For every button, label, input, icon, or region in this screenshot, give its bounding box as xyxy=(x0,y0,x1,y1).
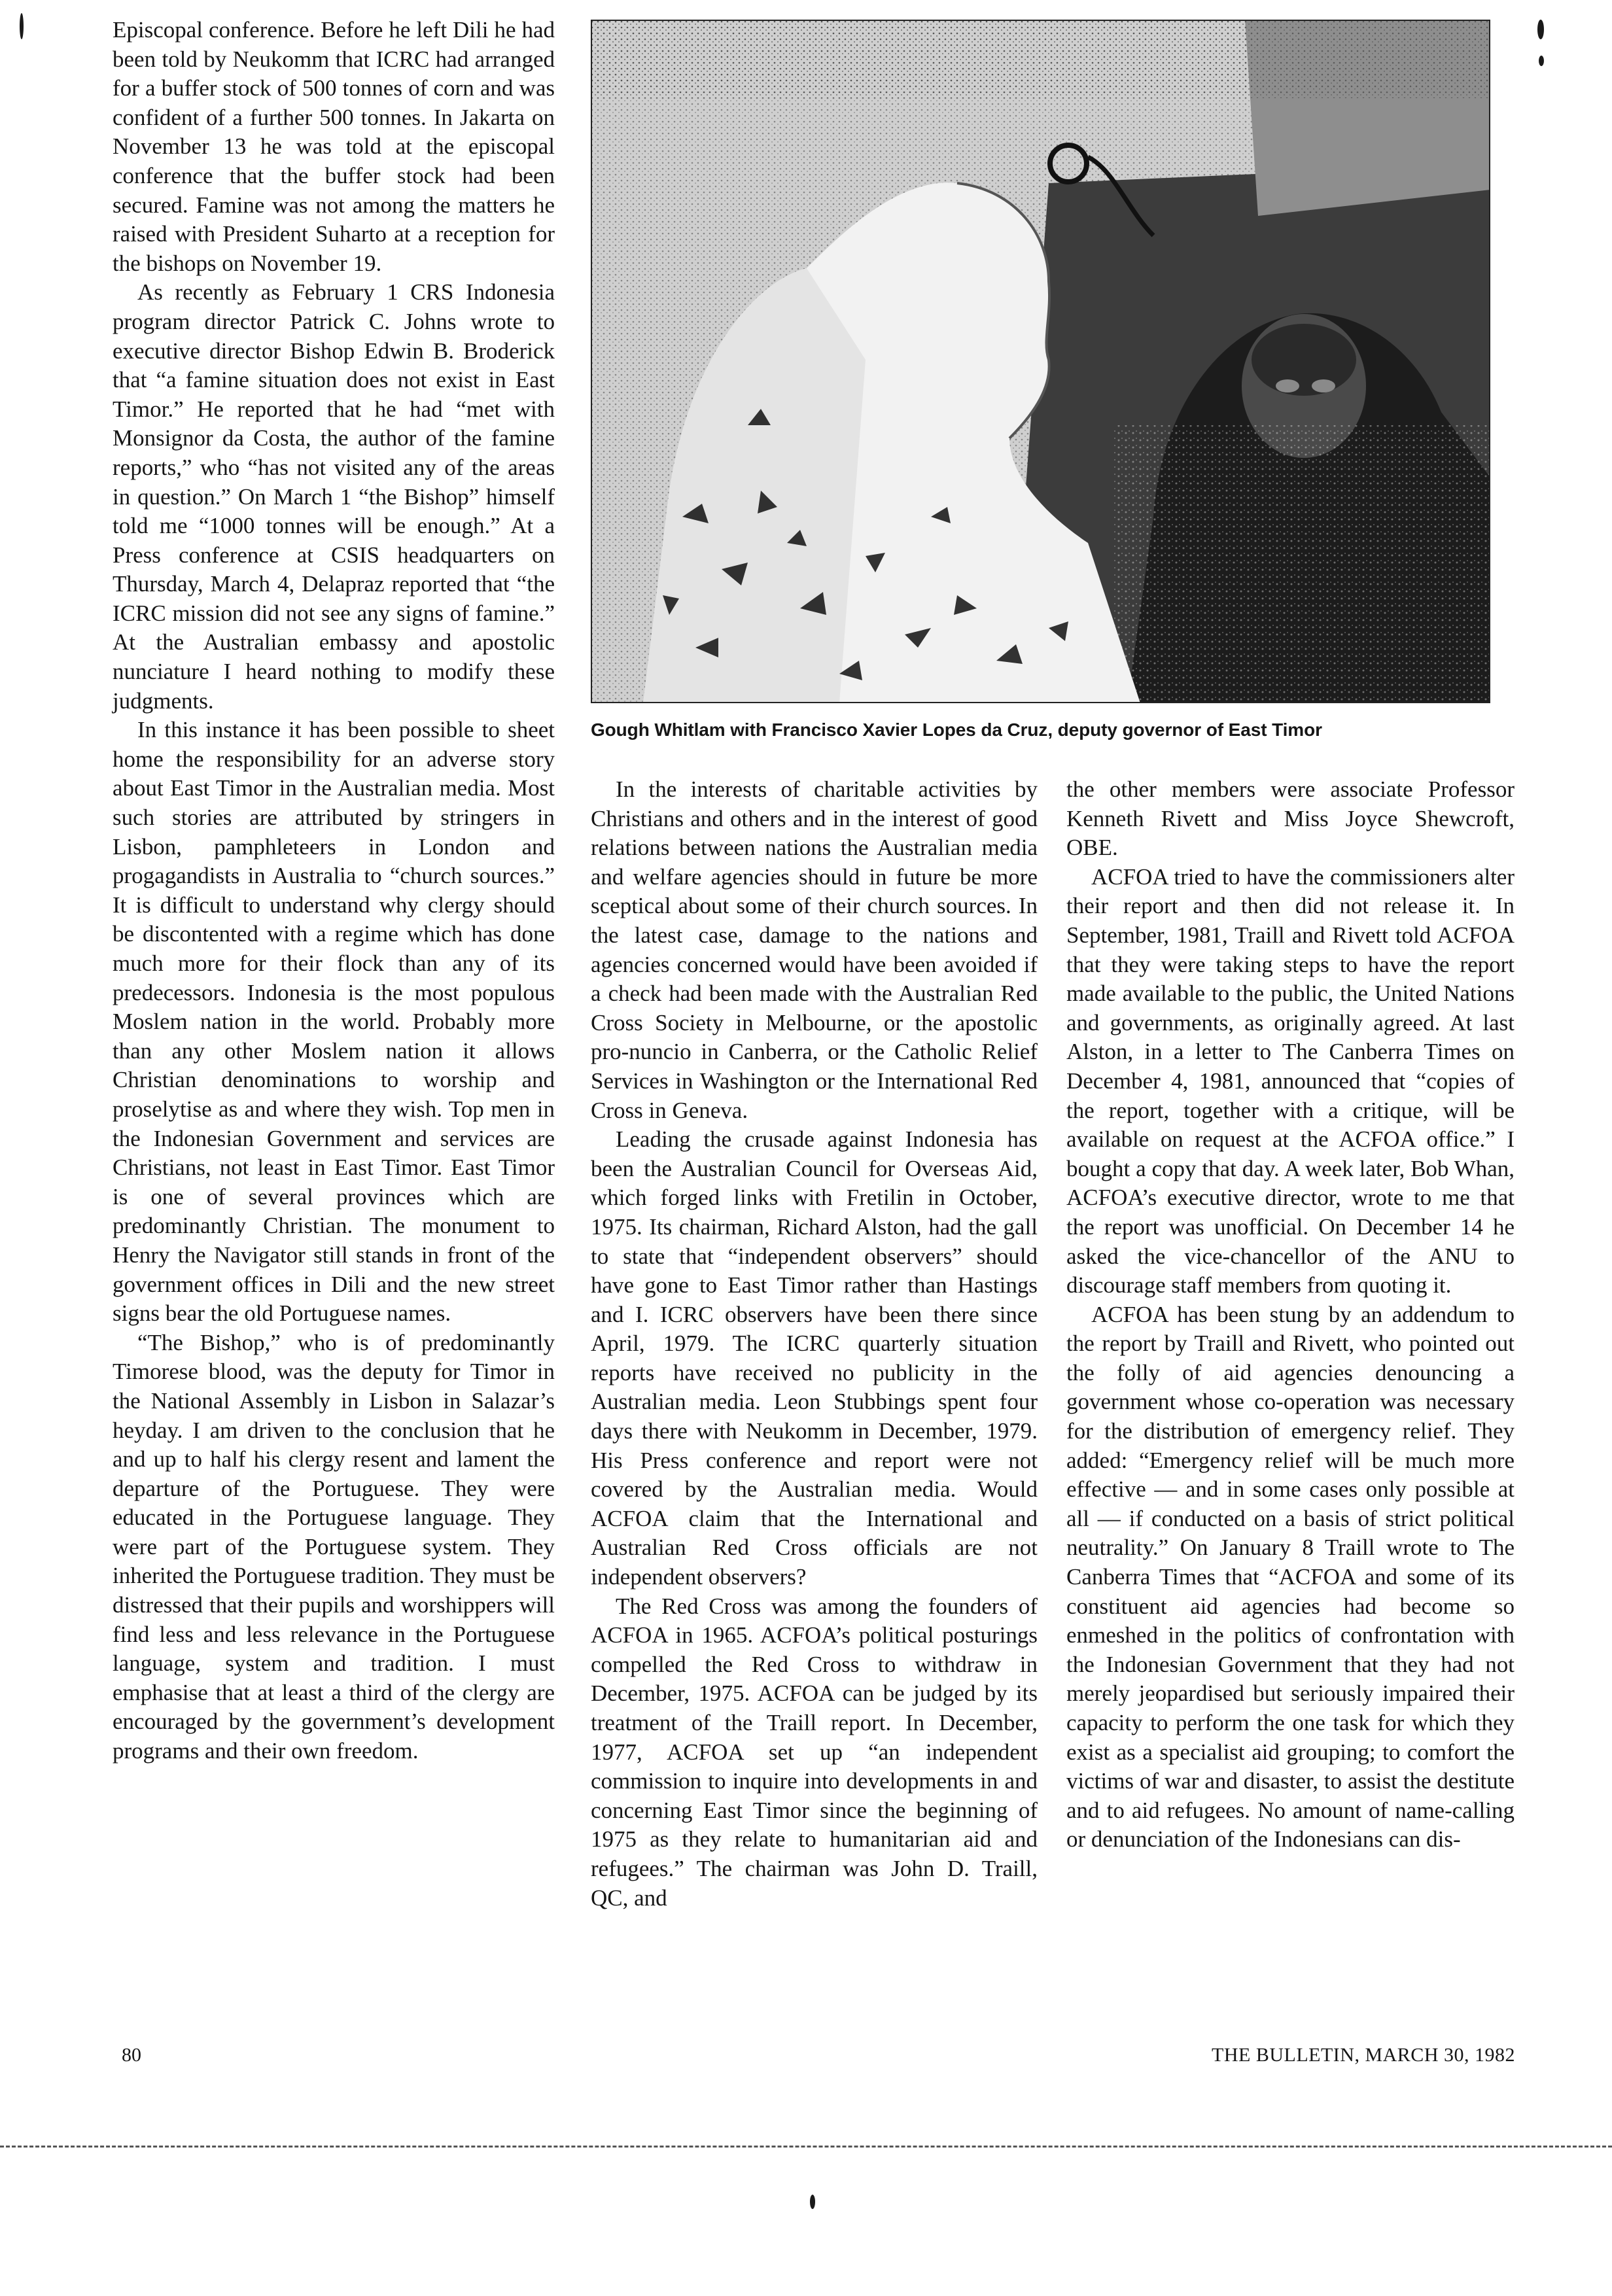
photo-caption: Gough Whitlam with Francisco Xavier Lopes da Cruz, deputy governor of East Timor xyxy=(591,720,1322,740)
page-number: 80 xyxy=(122,2044,141,2066)
news-photo xyxy=(591,20,1490,703)
article-column-2 xyxy=(591,775,1038,1913)
scan-speck xyxy=(810,2195,815,2209)
paragraph: “The Bishop,” who is of predominantly Timorese blood, was the deputy for Timor in the National Assembly in Lisbon in Salazar’s heyday. I am driven to the conclusion that he and up to half his clergy resent and lament the departure of the Portuguese. They were educated in the Portuguese language. They were part of the Portuguese system. They inherited the Portuguese tradition. They must be distressed that their pupils and worshippers will find less and less relevance in the Portuguese language, system and tradition. I must emphasise that at least a third of the clergy are encouraged by the government’s development programs and their own freedom. xyxy=(113,1329,555,1764)
paragraph: In the interests of charitable activities by Christians and others and in the interest of good relations between nations the Australian media and welfare agencies should in future be more sceptical about some of their church sources. In the latest case, damage to the nations and agencies concerned would have been avoided if a check had been made with the Australian Red Cross Society in Melbourne, or the apostolic pro-nuncio in Canberra, or the Catholic Relief Services in Washington or the International Red Cross in Geneva. xyxy=(591,776,1038,1123)
paragraph: Leading the crusade against Indonesia has been the Australian Council for Overseas Aid, which forged links with Fretilin in October, 1975. Its chairman, Richard Alston, had the gall to state that “independent observers” should have gone to East Timor rather than Hastings and I. ICRC observers have been there since April, 1979. The ICRC quarterly situation reports have received no publicity in the Australian media. Leon Stubbings spent four days there with Neukomm in December, 1979. His Press conference and report were not covered by the Australian media. Would ACFOA claim that the International and Australian Red Cross officials are not independent observers? xyxy=(591,1126,1038,1590)
scan-speck xyxy=(1537,20,1544,39)
photo-image xyxy=(591,20,1490,703)
paragraph: In this instance it has been possible to sheet home the responsibility for an adverse story about East Timor in the Australian media. Most such stories are attributed by stringers in Lisbon, pamphleteers in London and progagandists in Australia to “church sources.” It is difficult to understand why clergy should be discontented with a regime which has done much more for their flock than any of its predecessors. Indonesia is the most populous Moslem nation in the world. Probably more than any other Moslem nation it allows Christian denominations to worship and proselytise as and where they wish. Top men in the Indonesian Government and services are Christians, not least in East Timor. East Timor is one of several provinces which are predominantly Christian. The monument to Henry the Navigator still stands in front of the government offices in Dili and the new street signs bear the old Portuguese names. xyxy=(113,717,555,1327)
paragraph: Episcopal conference. Before he left Dili he had been told by Neukomm that ICRC had arranged for a buffer stock of 500 tonnes of corn and was confident of a further 500 tonnes. In Jakarta on November 13 he was told at the episcopal conference that the buffer stock had been secured. Famine was not among the matters he raised with President Suharto at a reception for the bishops on November 19. xyxy=(113,17,555,276)
paragraph: The Red Cross was among the founders of ACFOA in 1965. ACFOA’s political posturings compelled the Red Cross to withdraw in December, 1975. ACFOA can be judged by its treatment of the Traill report. In December, 1977, ACFOA set up “an independent commission to inquire into developments in and concerning East Timor since the beginning of 1975 as they relate to humanitarian aid and refugees.” The chairman was John D. Traill, QC, and xyxy=(591,1593,1038,1911)
paragraph: ACFOA tried to have the commissioners alter their report and then did not release it. In September, 1981, Traill and Rivett told ACFOA that they were taking steps to have the report made available to the public, the United Nations and governments, as originally agreed. At last Alston, in a letter to The Canberra Times on December 4, 1981, announced that “copies of the report, together with a critique, will be available on request at the ACFOA office.” I bought a copy that day. A week later, Bob Whan, ACFOA’s executive director, wrote to me that the report was unofficial. On December 14 he asked the vice-chancellor of the ANU to discourage staff members from quoting it. xyxy=(1066,863,1515,1298)
scan-speck xyxy=(1539,56,1544,66)
publication-dateline: THE BULLETIN, MARCH 30, 1982 xyxy=(1212,2044,1515,2066)
scan-edge-rule xyxy=(0,2146,1612,2148)
scan-speck xyxy=(20,13,24,39)
paragraph: the other members were associate Professor Kenneth Rivett and Miss Joyce Shewcroft, OBE. xyxy=(1066,776,1515,861)
paragraph: As recently as February 1 CRS Indonesia program director Patrick C. Johns wrote to executive director Bishop Edwin B. Broderick that “a famine situation does not exist in East Timor.” He reported that he had “met with Monsignor da Costa, the author of the famine reports,” who “has not visited any of the areas in question.” On March 1 “the Bishop” himself told me “1000 tonnes will be enough.” At a Press conference at CSIS headquarters on Thursday, March 4, Delapraz reported that “the ICRC mission did not see any signs of famine.” At the Australian embassy and apostolic nunciature I heard nothing to modify these judgments. xyxy=(113,279,555,714)
article-column-1 xyxy=(113,16,555,1766)
paragraph: ACFOA has been stung by an addendum to the report by Traill and Rivett, who pointed out the folly of aid agencies denouncing a government whose co-operation was necessary for the distribution of emergency relief. They added: “Emergency relief will be much more effective — and in some cases only possible at all — if conducted on a basis of strict political neutrality.” On January 8 Traill wrote to The Canberra Times that “ACFOA and some of its constituent aid agencies had become so enmeshed in the politics of confrontation with the Indonesian Government that they had not merely jeopardised but seriously impaired their capacity to perform the one task for which they exist as a specialist aid grouping; to comfort the victims of war and disaster, to assist the destitute and to aid refugees. No amount of name-calling or denunciation of the Indonesians can dis- xyxy=(1066,1301,1515,1852)
article-column-3 xyxy=(1066,775,1515,1854)
